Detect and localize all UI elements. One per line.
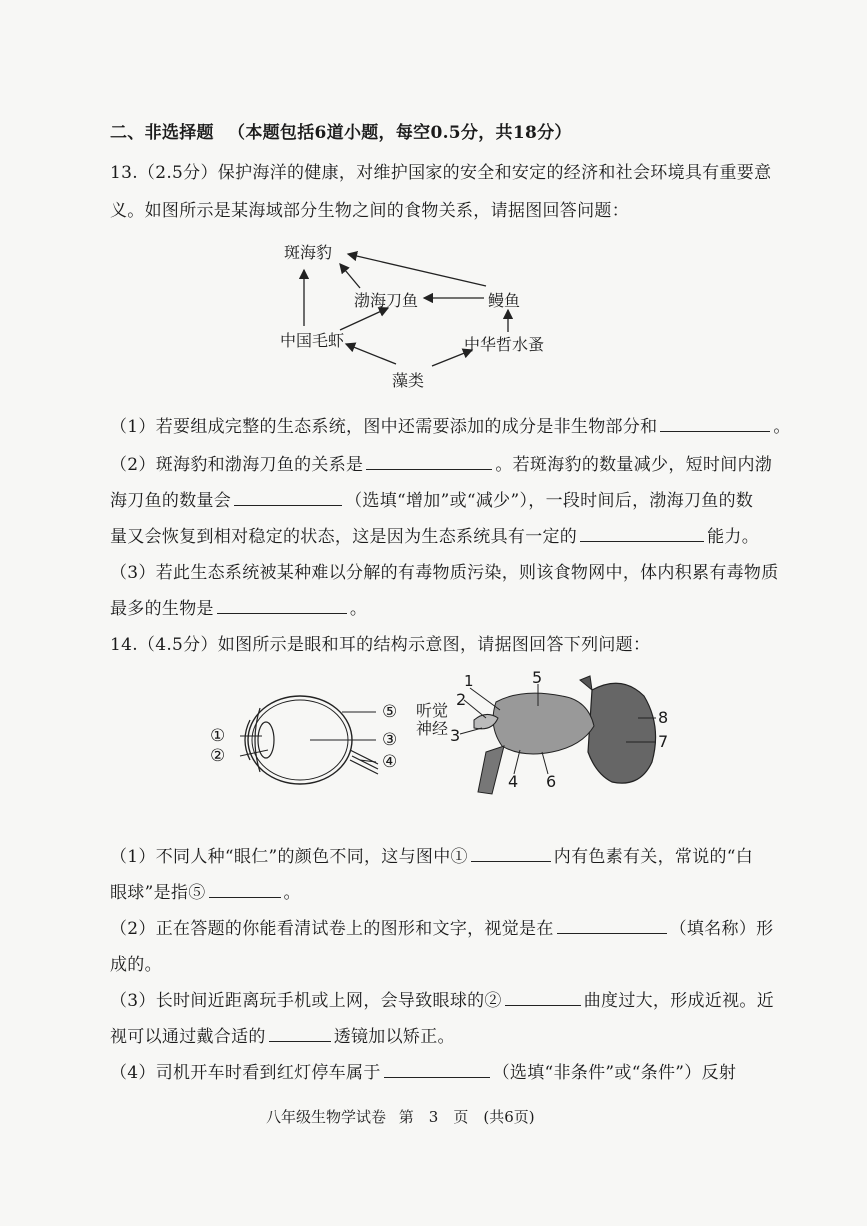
arrow-knifefish-to-seal <box>340 264 360 288</box>
arrow-algae-to-shrimp <box>346 344 396 364</box>
q13-p2-text-d: （选填“增加”或“减少”），一段时间后，渤海刀鱼的数 <box>345 491 754 511</box>
q13-p1-end: 。 <box>773 417 791 437</box>
q14-part3-line1 <box>110 986 774 1011</box>
q13-p2-text-e: 量又会恢复到相对稳定的状态，这是因为生态系统具有一定的 <box>110 527 578 547</box>
answer-blank-q14-3b[interactable] <box>269 1040 331 1042</box>
q14-part3-line2 <box>110 1022 455 1047</box>
eye-label-2: ② <box>210 746 226 766</box>
q14-part1-line1 <box>110 842 753 867</box>
q13-stem-line1: 13.（2.5分）保护海洋的健康，对维护国家的安全和安定的经济和社会环境具有重要意 <box>110 163 772 183</box>
q14-p1-text-c: 眼球”是指⑤ <box>110 883 206 903</box>
footer-page-number: 第 3 页 (共6页) <box>398 1108 535 1126</box>
q13-p2-text-f: 能力。 <box>707 527 760 547</box>
q13-p2-text-c: 海刀鱼的数量会 <box>110 491 232 511</box>
ear-label-4: 4 <box>508 772 519 791</box>
q14-p4-text-b: （选填“非条件”或“条件”）反射 <box>492 1063 737 1083</box>
q14-p3-text-a: （3）长时间近距离玩手机或上网，会导致眼球的② <box>110 991 502 1011</box>
ear-label-6: 6 <box>546 772 557 791</box>
q14-part4-line1 <box>110 1058 736 1083</box>
answer-blank-q14-3a[interactable] <box>505 1004 581 1006</box>
q14-p4-text-a: （4）司机开车时看到红灯停车属于 <box>110 1063 381 1083</box>
q13-p2-text-b: 。若斑海豹的数量减少，短时间内渤 <box>495 455 773 475</box>
q14-part2-line1 <box>110 914 773 939</box>
q14-p2-text-b: （填名称）形 <box>669 919 774 939</box>
q13-stem-line2: 义。如图所示是某海域部分生物之间的食物关系，请据图回答问题： <box>110 201 629 221</box>
page-footer <box>266 1106 535 1127</box>
eye-label-3: ③ <box>382 730 398 750</box>
ear-label-8: 8 <box>658 708 669 727</box>
answer-blank-q13-3[interactable] <box>217 612 347 614</box>
node-shrimp: 中国毛虾 <box>280 331 345 350</box>
answer-blank-q13-1[interactable] <box>660 430 770 432</box>
section-heading: 二、非选择题 <box>110 123 214 143</box>
answer-blank-q14-1a[interactable] <box>471 860 551 862</box>
q14-p3-text-d: 透镜加以矫正。 <box>333 1027 455 1047</box>
food-web-diagram <box>260 232 580 392</box>
q13-part2-line1 <box>110 450 772 475</box>
q13-part2-line2 <box>110 486 753 511</box>
q14-part2-line2: 成的。 <box>110 955 162 975</box>
answer-blank-q13-2c[interactable] <box>580 540 704 542</box>
ear-text-auditory: 听觉 <box>416 701 449 720</box>
eye-label-4: ④ <box>382 752 398 772</box>
arrow-shrimp-to-knifefish <box>340 308 388 330</box>
node-knifefish: 渤海刀鱼 <box>354 291 419 310</box>
q13-part1 <box>110 412 791 437</box>
q14-p2-text-a: （2）正在答题的你能看清试卷上的图形和文字，视觉是在 <box>110 919 554 939</box>
q13-p3-text-c: 。 <box>349 599 368 619</box>
node-eel: 鳗鱼 <box>488 291 521 310</box>
q14-p3-text-c: 视可以通过戴合适的 <box>110 1027 266 1047</box>
ear-label-7: 7 <box>658 732 669 751</box>
q14-stem: 14.（4.5分）如图所示是眼和耳的结构示意图，请据图回答下列问题： <box>110 635 651 655</box>
ear-label-3: 3 <box>450 726 461 745</box>
arrow-eel-to-seal <box>348 254 486 286</box>
answer-blank-q14-1b[interactable] <box>209 896 281 898</box>
q14-p1-text-b: 内有色素有关，常说的“白 <box>553 847 754 867</box>
q14-p3-text-b: 曲度过大，形成近视。近 <box>583 991 775 1011</box>
ear-label-1: 1 <box>464 672 474 690</box>
ear-diagram <box>412 666 682 796</box>
q13-p1-text: （1）若要组成完整的生态系统，图中还需要添加的成分是非生物部分和 <box>110 417 658 437</box>
q14-p1-text-a: （1）不同人种“眼仁”的颜色不同，这与图中① <box>110 847 468 867</box>
q13-part3-line1: （3）若此生态系统被某种难以分解的有毒物质污染，则该食物网中，体内积累有毒物质 <box>110 563 779 583</box>
q14-part1-line2 <box>110 878 301 903</box>
q14-p1-text-d: 。 <box>283 883 301 903</box>
answer-blank-q14-4[interactable] <box>384 1076 490 1078</box>
q13-p3-text-b: 最多的生物是 <box>110 599 214 619</box>
ear-label-5: 5 <box>532 668 543 687</box>
section-note: （本题包括6道小题，每空0.5分，共18分） <box>228 123 572 143</box>
footer-exam-name: 八年级生物学试卷 <box>266 1108 387 1126</box>
answer-blank-q13-2b[interactable] <box>234 504 342 506</box>
ear-label-2: 2 <box>456 690 467 709</box>
q13-part3-line2 <box>110 594 367 619</box>
eye-label-5: ⑤ <box>382 702 398 722</box>
node-seal: 斑海豹 <box>284 243 333 262</box>
q13-part2-line3 <box>110 522 759 547</box>
eye-label-1: ① <box>210 726 226 746</box>
q13-p2-text-a: （2）斑海豹和渤海刀鱼的关系是 <box>110 455 364 475</box>
eye-diagram <box>200 690 420 790</box>
answer-blank-q13-2a[interactable] <box>366 468 492 470</box>
node-algae: 藻类 <box>392 371 425 390</box>
section-title <box>110 118 572 143</box>
node-copepod: 中华哲水蚤 <box>464 335 545 354</box>
answer-blank-q14-2[interactable] <box>557 932 667 934</box>
ear-text-nerve: 神经 <box>416 719 449 738</box>
